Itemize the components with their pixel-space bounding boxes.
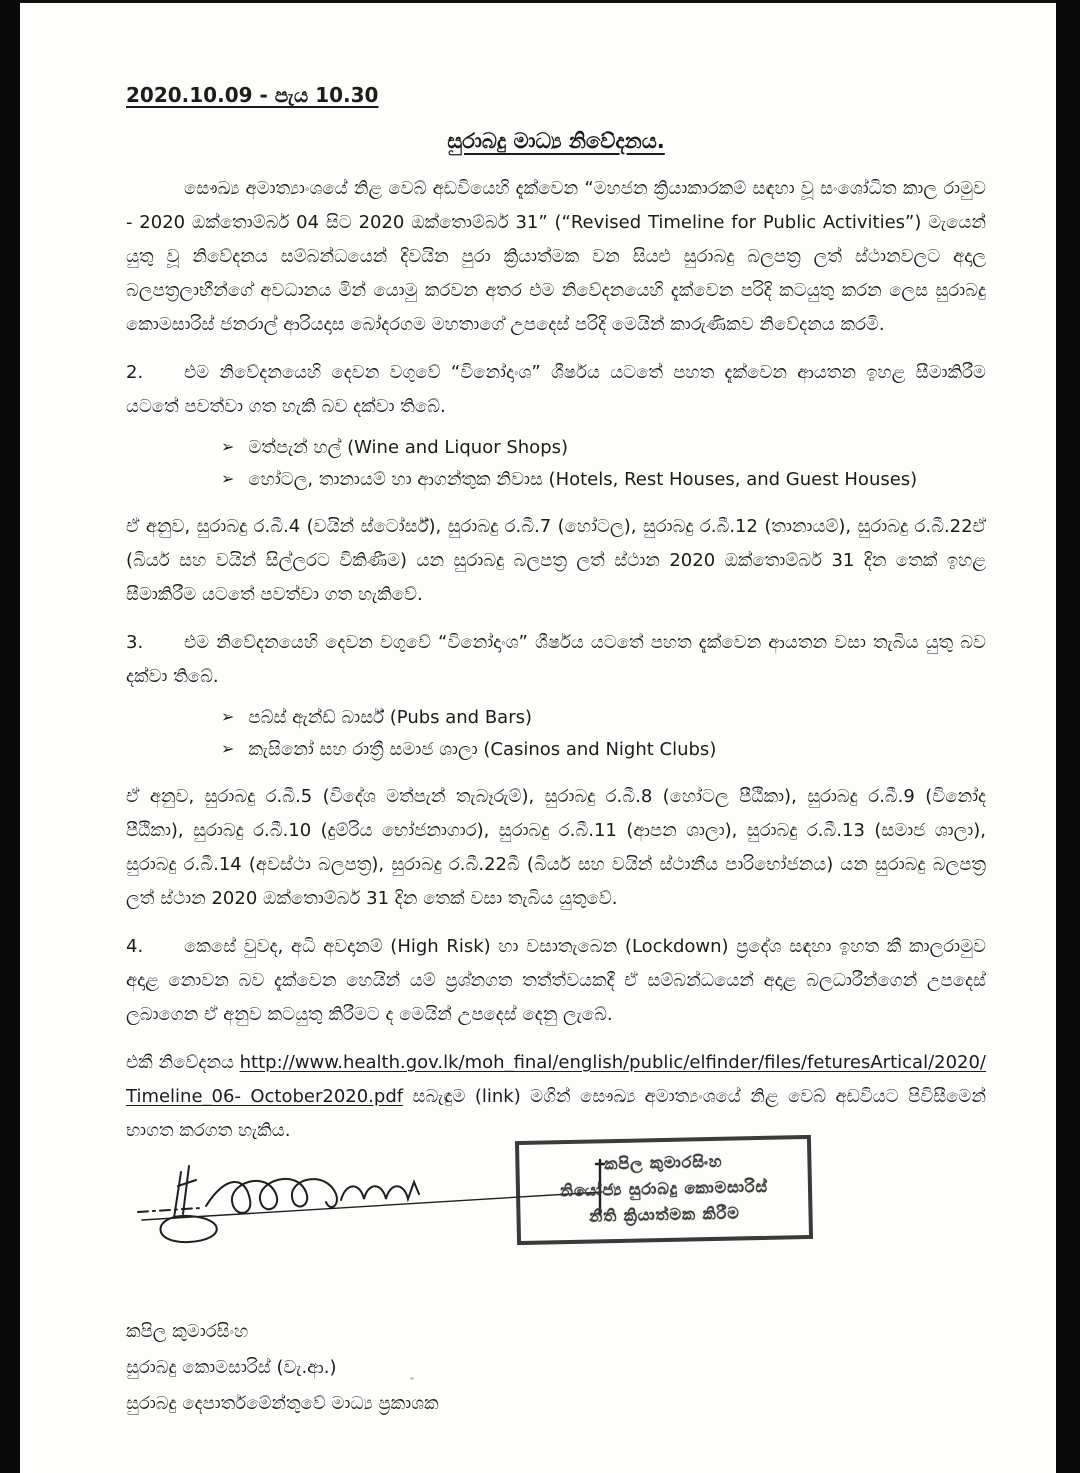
list-item [221,432,986,464]
section-text: එම නිවේදනයෙහි දෙවන වගුවේ “විනෝදාංශ” ශීර්ෂය යටතේ පහත දැක්වෙන ආයතන වසා තැබිය යුතු බව දක්වා තිබේ. [126,632,986,687]
list-item [221,464,986,496]
list-item-label: මත්පැන් හල් (Wine and Liquor Shops) [248,437,569,458]
arrow-bullet-icon: ➢ [221,707,235,726]
paragraph-section-3 [126,626,986,694]
signatory-role: සුරාබදු දෙපාර්තමේන්තුවේ මාධ්‍ය ප්‍රකාශක [126,1393,439,1414]
arrow-bullet-icon: ➢ [221,469,235,488]
document-title: සුරාබදු මාධ්‍ය නිවේදනය. [447,129,665,153]
bullet-list-open-allowed [126,432,986,496]
signatory-title: සුරාබදු කොමසාරිස් (වැ.ආ.) [126,1357,337,1378]
official-rubber-stamp [515,1135,813,1245]
paragraph-download-link [126,1046,986,1148]
paragraph-licenses-open: ඒ අනුව, සුරාබදු ර.බී.4 (වයින් ස්ටෝර්ස්), සුරාබදු ර.බී.7 (හෝටල), සුරාබදු ර.බී.12 (තානායම්), සුරාබදු ර.බී.22ඒ (බියර් සහ වයින් සිල්ලරට විකිණීම) යන සුරාබදු බලපත්‍ර ලත් ස්ථාන 2020 ඔක්තොම්බර් 31 දින තෙක් ඉහළ සීමාකිරීම යටතේ පවත්වා ගත හැකිවේ. [126,516,986,605]
section-text: කෙසේ වුවද, අධි අවදානම් (High Risk) හා වසාතැබෙන (Lockdown) ප්‍රදේශ සඳහා ඉහත කී කාලරාමුව අදාළ නොවන බව දැක්වෙන හෙයින් යම් ප්‍රශ්නගත තත්ත්වයකදී ඒ සම්බන්ධයෙන් අදාළ බලධාරීන්ගෙන් උපදෙස් ලබාගෙන ඒ අනුව කටයුතු කිරීමට ද මෙයින් උපදෙස් දෙනු ලැබේ. [126,936,986,1025]
list-item-label: හෝටල, තානායම් හා ආගන්තුක නිවාස (Hotels, Rest Houses, and Guest Houses) [248,469,918,490]
list-item [221,702,986,734]
section-number: 2. [126,362,144,383]
section-text: එම නිවේදනයෙහි දෙවන වගුවේ “විනෝදාංශ” ශීර්ෂය යටතේ පහත දැක්වෙන ආයතන ඉහළ සීමාකිරීම යටතේ පවත්වා ගත හැකි බව දක්වා තිබේ. [126,362,986,417]
health-ministry-url-link[interactable]: http://www.health.gov.lk/moh_final/english/public/elfinder/files/feturesArtical/2020/Timeline_06- October2020.pdf [126,1052,987,1107]
list-item-label: පබ්ස් ඇන්ඩ් බාර්ස් (Pubs and Bars) [248,707,533,728]
stamp-line-division: නීති ක්‍රියාත්මක කිරීම [589,1203,740,1226]
link-prefix: එකී නිවේදනය [126,1052,240,1073]
signatory-name: කපිල කුමාරසිංහ [126,1321,249,1342]
document-content [20,0,1056,1473]
document-date: 2020.10.09 - පැය 10.30 [126,83,379,107]
arrow-bullet-icon: ➢ [221,437,235,456]
section-number: 3. [126,632,144,653]
scan-border-right [1056,0,1080,1473]
list-item-label: කැසිනෝ සහ රාත්‍රී සමාජ ශාලා (Casinos and Night Clubs) [248,739,717,760]
arrow-bullet-icon: ➢ [221,739,235,758]
bullet-list-closed [126,702,986,766]
section-number: 4. [126,936,144,957]
scan-border-left [0,0,20,1473]
paragraph-licenses-close: ඒ අනුව, සුරාබදු ර.බී.5 (විදේශ මත්පැන් තැබෑරුම්), සුරාබදු ර.බී.8 (හෝටල පීඨිකා), සුරාබදු ර.බී.9 (විනෝද පීඨිකා), සුරාබදු ර.බී.10 (දුම්රිය භෝජනාගාර), සුරාබදු ර.බී.11 (ආපන ශාලා), සුරාබදු ර.බී.13 (සමාජ ශාලා), සුරාබදු ර.බී.14 (අවස්ථා බලපත්‍ර), සුරාබදු ර.බී.22බී (බියර් සහ වයින් ස්ථානීය පාරිභෝජනය) යන සුරාබදු බලපත්‍ර ලත් ස්ථාන 2020 ඔක්තොම්බර් 31 දින තෙක් වසා තැබිය යුතුවේ. [126,786,986,909]
paragraph-section-4 [126,930,986,1032]
signatory-block [126,1314,986,1422]
paragraph-intro: සෞඛ්‍ය අමාත්‍යාංශයේ නිළ වෙබ් අඩවියෙහි දැක්වෙන “මහජන ක්‍රියාකාරකම් සඳහා වූ සංශෝධිත කාල රාමුව - 2020 ඔක්තොම්බර් 04 සිට 2020 ඔක්තොම්බර් 31” (“Revised Timeline for Public Activities”) මැයෙන් යුතු වූ නිවේදනය සම්බන්ධයෙන් දිවයින පුරා ක්‍රියාත්මක වන සියළු සුරාබදු බලපත්‍ර ලත් ස්ථානවලට අදාල බලපත්‍රලාභීන්ගේ අවධානය මින් යොමු කරවන අතර එම නිවේදනයෙහි දැක්වෙන පරිදි කටයුතු කරන ලෙස සුරාබදු කොමසාරිස් ජනරාල් ආරියදාස බෝදරගම මහතාගේ උපදෙස් පරිදි මෙයින් කාරුණිකව නිවේදනය කරමි. [126,178,986,335]
signature-and-stamp-zone [126,1151,986,1314]
list-item [221,734,986,766]
link-suffix: සබැඳුම (link) මගින් සෞඛ්‍ය අමාත්‍යංශයේ නිළ වෙබ් අඩවියට පිවිසීමෙන් භාගත කරගත හැකිය. [126,1086,986,1141]
stamp-line-designation: නියෝජ්‍ය සුරාබදු කොමසාරිස් [559,1176,769,1201]
paragraph-section-2 [126,356,986,424]
stamp-line-name: කපිල කුමාරසිංහ [604,1151,723,1174]
